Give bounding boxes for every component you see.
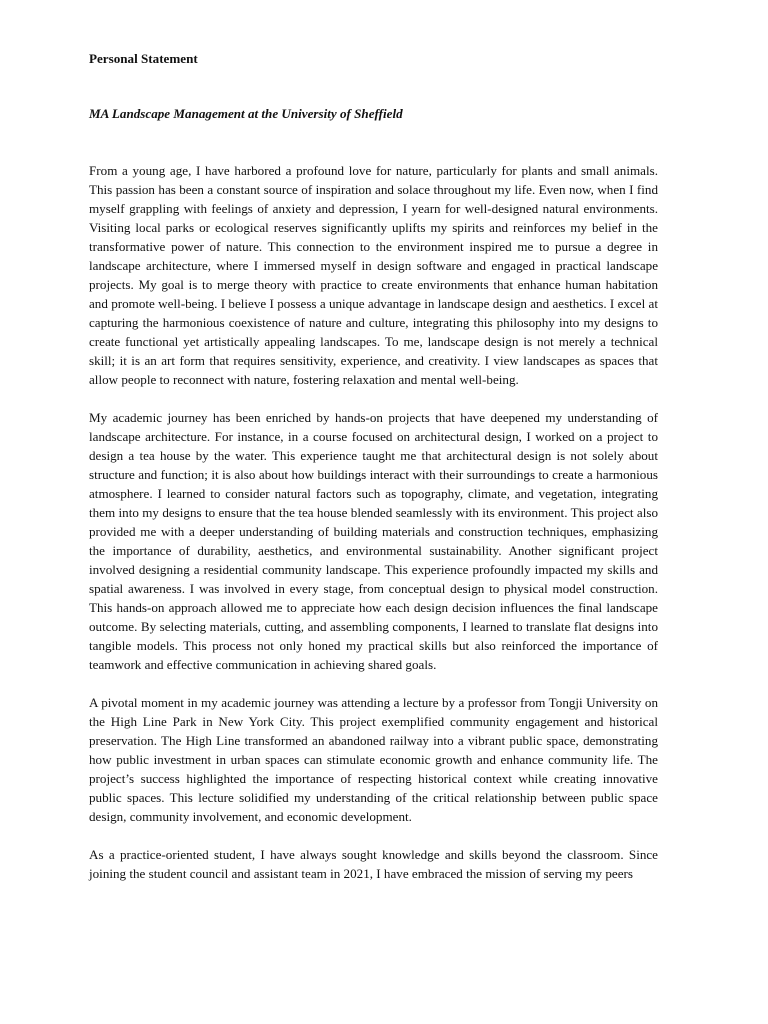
paragraph-academic-projects: My academic journey has been enriched by hands-on projects that have deepened my understanding of landscape architecture. For instance, in a course focused on architectural design, I worked on a project to design a tea house by the water. This experience taught me that architectural design is not solely about structure and function; it is also about how buildings interact with their surroundings to create a harmonious atmosphere. I learned to consider natural factors such as topography, climate, and vegetation, integrating them into my designs to ensure that the tea house blended seamlessly with its environment. This project also provided me with a deeper understanding of building materials and construction techniques, emphasizing the importance of durability, aesthetics, and environmental sustainability. Another significant project involved designing a residential community landscape. This experience profoundly impacted my skills and spatial awareness. I was involved in every stage, from conceptual design to physical model construction. This hands-on approach allowed me to appreciate how each design decision influences the final landscape outcome. By selecting materials, cutting, and assembling components, I learned to translate flat designs into tangible models. This process not only honed my practical skills but also reinforced the importance of teamwork and effective communication in achieving shared goals. bbox=[89, 410, 658, 672]
document-body bbox=[89, 161, 658, 883]
paragraph-student-council: As a practice-oriented student, I have always sought knowledge and skills beyond the classroom. Since joining the student council and assistant team in 2021, I have embraced the mission of serving my peers bbox=[89, 847, 658, 881]
paragraph-childhood-nature: From a young age, I have harbored a profound love for nature, particularly for plants and small animals. This passion has been a constant source of inspiration and solace throughout my life. Even now, when I find myself grappling with feelings of anxiety and depression, I yearn for well-designed natural environments. Visiting local parks or ecological reserves significantly uplifts my spirits and reinforces my belief in the transformative power of nature. This connection to the environment inspired me to pursue a degree in landscape architecture, where I immersed myself in design software and engaged in practical landscape projects. My goal is to merge theory with practice to create environments that enhance human habitation and promote well-being. I believe I possess a unique advantage in landscape design and aesthetics. I excel at capturing the harmonious coexistence of nature and culture, integrating this philosophy into my designs to create functional yet artistically appealing landscapes. To me, landscape design is not merely a technical skill; it is an art form that requires sensitivity, experience, and creativity. I view landscapes as spaces that allow people to reconnect with nature, fostering relaxation and mental well-being. bbox=[89, 163, 658, 387]
paragraph-high-line-lecture: A pivotal moment in my academic journey was attending a lecture by a professor from Tongji University on the High Line Park in New York City. This project exemplified community engagement and historical preservation. The High Line transformed an abandoned railway into a vibrant public space, demonstrating how public investment in urban spaces can stimulate economic growth and enhance community life. The project’s success highlighted the importance of respecting historical context while creating innovative public spaces. This lecture solidified my understanding of the critical relationship between public space design, community involvement, and economic development. bbox=[89, 695, 658, 824]
document-heading: Personal Statement bbox=[89, 51, 198, 66]
document-subtitle: MA Landscape Management at the University of Sheffield bbox=[89, 106, 403, 121]
document-page bbox=[89, 49, 658, 902]
